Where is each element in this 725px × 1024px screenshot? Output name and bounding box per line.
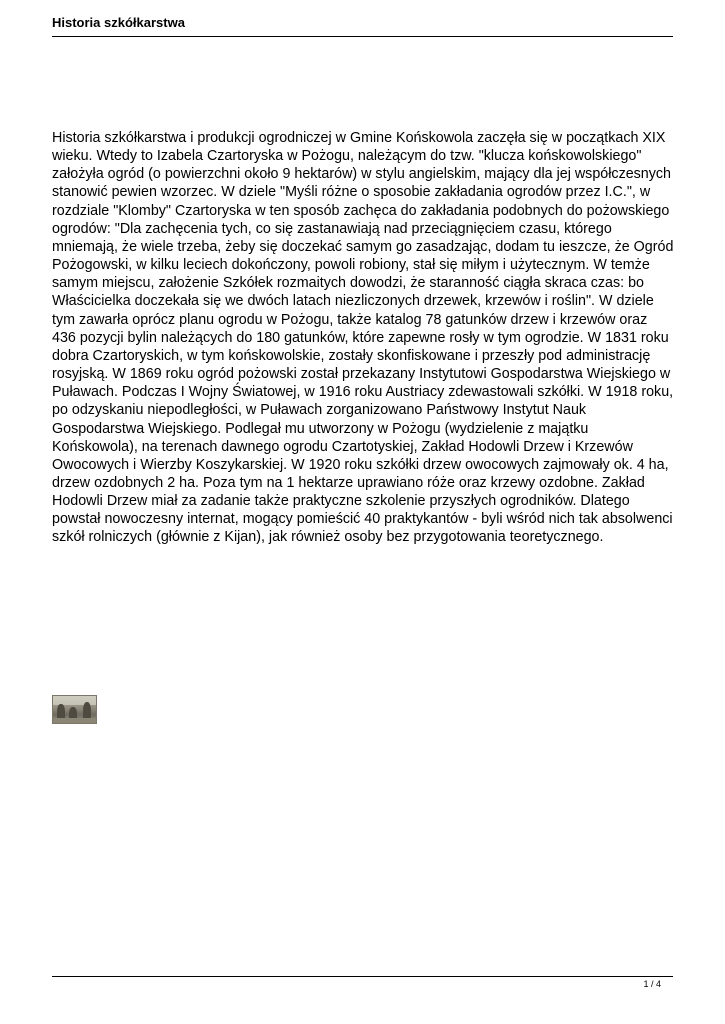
page-header <box>52 14 673 37</box>
page-number: 1 / 4 <box>643 979 661 989</box>
page-footer <box>52 976 673 989</box>
photo-ground <box>53 718 96 723</box>
document-title: Historia szkółkarstwa <box>52 15 185 30</box>
historical-photo-thumbnail[interactable] <box>52 695 97 724</box>
article-paragraph: Historia szkółkarstwa i produkcji ogrodniczej w Gmine Końskowola zaczęła się w początkach XIX wieku. Wtedy to Izabela Czartoryska w Pożogu, należącym do tzw. "klucza końskowolskiego" założyła ogród (o powierzchni około 9 hektarów) w stylu angielskim, mający dla jej współczesnych stanowić pewien wzorzec. W dziele "Myśli różne o sposobie zakładania ogrodów przez I.C.", w rozdziale "Klomby" Czartoryska w ten sposób zachęca do zakładania podobnych do pożowskiego ogrodów: "Dla zachęcenia tych, co się zastanawiają nad przeciągnięciem czasu, którego mniemają, że wiele trzeba, żeby się doczekać samym go zasadzając, dodam tu ieszcze, że Ogród Pożogowski, w kilku leciech dokończony, powoli robiony, stał się miłym i użytecznym. W temże samym miejscu, założenie Szkółek rozmaitych dowodzi, że staranność ciągła skraca czas: bo Właścicielka doczekała się we dwóch latach niezliczonych drzewek, krzewów i roślin". W dziele tym zawarła oprócz planu ogrodu w Pożogu, także katalog 78 gatunków drzew i krzewów oraz 436 pozycji bylin należących do 180 gatunków, które zapewne rosły w tym ogrodzie. W 1831 roku dobra Czartoryskich, w tym końskowolskie, zostały skonfiskowane i przeszły pod administrację rosyjską. W 1869 roku ogród pożowski został przekazany Instytutowi Gospodarstwa Wiejskiego w Puławach. Podczas I Wojny Światowej, w 1916 roku Austriacy zdewastowali szkółki. W 1918 roku, po odzyskaniu niepodległości, w Puławach zorganizowano Państwowy Instytut Nauk Gospodarstwa Wiejskiego. Podlegał mu utworzony w Pożogu (wydzielenie z majątku Końskowola), na terenach dawnego ogrodu Czartotyskiej, Zakład Hodowli Drzew i Krzewów Owocowych i Wierzby Koszykarskiej. W 1920 roku szkółki drzew owocowych zajmowały ok. 4 ha, drzew ozdobnych 2 ha. Poza tym na 1 hektarze uprawiano róże oraz krzewy ozdobne. Zakład Hodowli Drzew miał za zadanie także praktyczne szkolenie przyszłych ogrodników. Dlatego powstał nowoczesny internat, mogący pomieścić 40 praktykantów - byli wśród nich tak absolwenci szkół rolniczych (głównie z Kijan), jak również osoby bez przygotowania teoretycznego. <box>52 130 674 546</box>
